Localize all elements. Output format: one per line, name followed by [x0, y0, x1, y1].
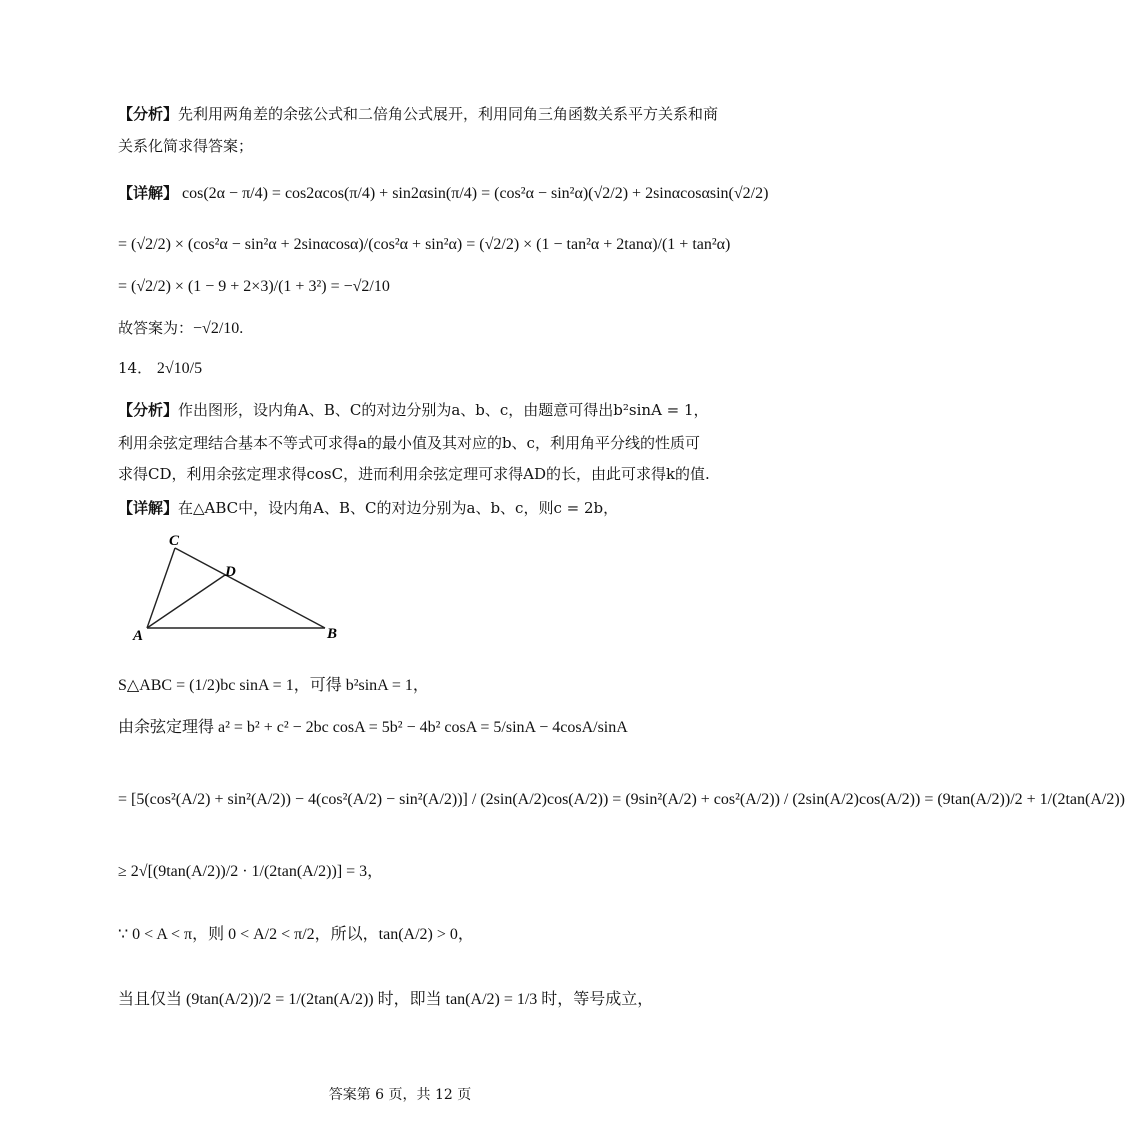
q14-cosine-line: 由余弦定理得 a² = b² + c² − 2bc cosA = 5b² − 4b² cosA = 5/sinA − 4cosA/sinA [118, 719, 628, 736]
label-C: C [169, 533, 180, 549]
q14-analysis-line-3: 求得CD，利用余弦定理求得cosC，进而利用余弦定理可求得AD的长，由此可求得k的值. [118, 465, 710, 483]
q14-analysis-line-1 [118, 400, 709, 420]
q14-number: 14． [118, 359, 153, 377]
q14-equality: 当且仅当 (9tan(A/2))/2 = 1/(2tan(A/2)) 时，即当 tan(A/2) = 1/3 时，等号成立， [118, 991, 654, 1008]
q14-analysis-text-1: 作出图形，设内角A、B、C的对边分别为a、b、c，由题意可得出b²sinA = 1， [178, 401, 709, 419]
segment-AD [147, 575, 225, 628]
q13-answer-value: −√2/10. [193, 320, 244, 337]
q14-detail-line [118, 498, 618, 518]
q14-step-eq: = [5(cos²(A/2) + sin²(A/2)) − 4(cos²(A/2) − sin²(A/2))] / (2sin(A/2)cos(A/2)) = (9sin²(A/2) + cos²(A/2)) / (2sin(A/2)cos(A/2)) = (9tan(A/2))/2 + 1/(2tan(A/2)) [118, 791, 1125, 808]
triangle-figure [125, 528, 355, 648]
q14-answer-line [118, 358, 202, 379]
q13-analysis-line-1 [118, 104, 718, 124]
q13-detail-eq3: = (√2/2) × (1 − 9 + 2×3)/(1 + 3²) = −√2/10 [118, 278, 390, 295]
label-A: A [133, 628, 144, 644]
q13-detail-eq1 [118, 183, 768, 204]
q13-analysis-line-2: 关系化简求得答案； [118, 137, 254, 155]
label-D: D [225, 564, 236, 580]
q13-answer-text: 故答案为： [118, 319, 194, 337]
side-CB [175, 548, 325, 628]
q14-inequality: ≥ 2√[(9tan(A/2))/2 · 1/(2tan(A/2))] = 3， [118, 863, 384, 880]
label-B: B [327, 626, 338, 642]
q13-analysis-text-1: 先利用两角差的余弦公式和二倍角公式展开，利用同角三角函数关系平方关系和商 [178, 105, 719, 123]
q13-detail-eq2: = (√2/2) × (cos²α − sin²α + 2sinαcosα)/(cos²α + sin²α) = (√2/2) × (1 − tan²α + 2tanα)/(1 + tan²α) [118, 236, 731, 253]
q14-analysis-label: 【分析】 [118, 401, 179, 419]
q13-answer-line [118, 318, 243, 339]
q14-analysis-line-2: 利用余弦定理结合基本不等式可求得a的最小值及其对应的b、c，利用角平分线的性质可 [118, 434, 700, 452]
q14-area-line: S△ABC = (1/2)bc sinA = 1，可得 b²sinA = 1， [118, 677, 429, 694]
q14-answer: 2√10/5 [156, 360, 203, 377]
q14-detail-text: 在△ABC中，设内角A、B、C的对边分别为a、b、c，则c = 2b， [178, 499, 619, 517]
q14-condition: ∵ 0 < A < π，则 0 < A/2 < π/2，所以，tan(A/2) > 0， [118, 926, 474, 943]
page-footer: 答案第 6 页，共 12 页 [328, 1087, 472, 1103]
q13-analysis-label: 【分析】 [118, 105, 179, 123]
q13-detail-eq1-text: cos(2α − π/4) = cos2αcos(π/4) + sin2αsin(π/4) = (cos²α − sin²α)(√2/2) + 2sinαcosαsin(√2/2) [182, 185, 769, 202]
q14-detail-label: 【详解】 [118, 499, 179, 517]
side-AC [147, 548, 175, 628]
q13-detail-label: 【详解】 [118, 184, 179, 202]
